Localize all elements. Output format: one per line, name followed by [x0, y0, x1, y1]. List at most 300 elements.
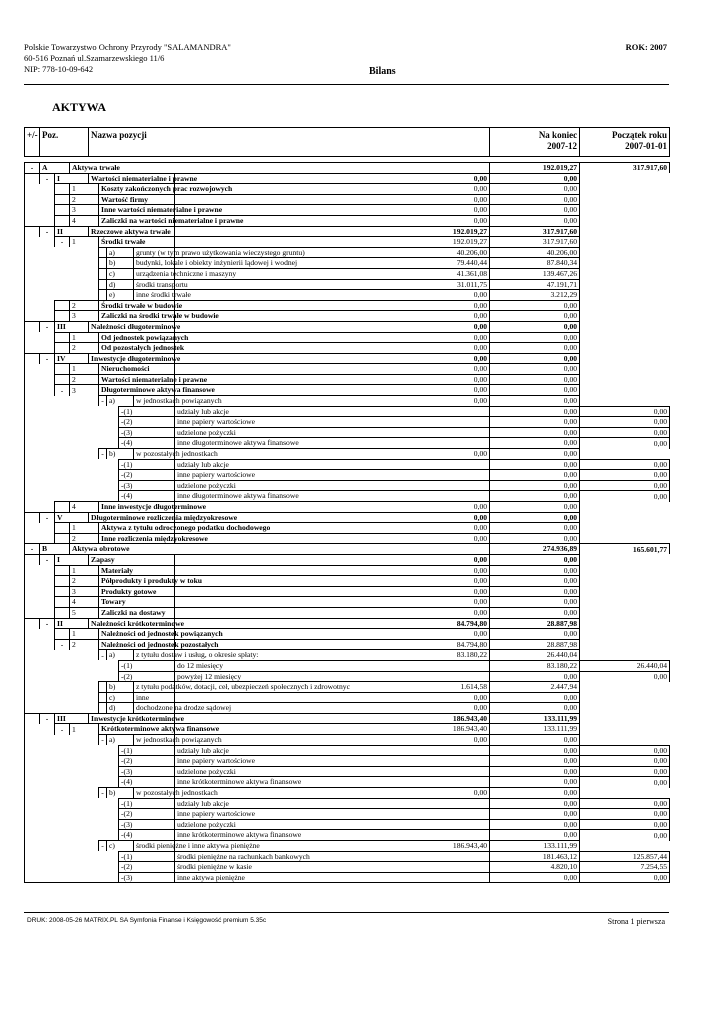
row-name: Długoterminowe aktywa finansowe — [99, 385, 175, 396]
row-name: udziały lub akcje — [175, 745, 490, 756]
table-row — [25, 798, 670, 809]
col-header-name: Nazwa pozycji — [89, 128, 490, 157]
row-name: udzielone pożyczki — [175, 766, 490, 777]
row-code: 1 — [70, 184, 99, 195]
table-row — [25, 586, 670, 597]
row-name: z tytułu dostaw i usług, o okresie spłaty: — [134, 650, 175, 661]
row-code: 3 — [70, 385, 99, 396]
row-name: Materiały — [99, 565, 175, 576]
table-row — [25, 777, 670, 788]
row-value-start: 0,00 — [580, 671, 670, 682]
row-code: III — [55, 713, 89, 724]
row-value-start: 0,00 — [580, 798, 670, 809]
table-row — [25, 396, 670, 407]
row-value-end: 0,00 — [490, 671, 580, 682]
row-name: Od jednostek powiązanych — [99, 332, 175, 343]
row-name: w jednostkach powiązanych — [134, 735, 175, 746]
row-value-start: 0,00 — [490, 311, 580, 322]
row-code: -(1) — [119, 745, 175, 756]
row-value-end: 0,00 — [490, 809, 580, 820]
table-row — [25, 756, 670, 767]
table-row — [25, 226, 670, 237]
row-marker: - — [40, 512, 55, 523]
table-row — [25, 417, 670, 428]
row-value-start: 0,00 — [490, 703, 580, 714]
table-row — [25, 565, 670, 576]
row-code: 1 — [70, 565, 99, 576]
row-marker: - — [99, 650, 107, 661]
table-row — [25, 427, 670, 438]
section-title: AKTYWA — [52, 100, 107, 114]
row-value-start: 0,00 — [490, 692, 580, 703]
row-value-start: 7.254,55 — [580, 862, 670, 873]
row-value-start: 0,00 — [580, 756, 670, 767]
row-code: -(1) — [119, 660, 175, 671]
row-value-end: 83.180,22 — [490, 660, 580, 671]
col-header-end: Na koniec 2007-12 — [490, 128, 580, 157]
row-value-start: 0,00 — [490, 565, 580, 576]
row-marker — [55, 533, 70, 544]
row-code: -(3) — [119, 480, 175, 491]
row-code: d) — [107, 703, 134, 714]
row-name: budynki, lokale i obiekty inżynierii lądowej i wodnej — [134, 258, 175, 269]
row-value-end: 83.180,22 — [175, 650, 490, 661]
table-row — [25, 480, 670, 491]
document-title: Bilans — [369, 66, 396, 77]
row-marker: - — [25, 163, 40, 174]
row-marker — [55, 205, 70, 216]
row-marker: - — [40, 173, 55, 184]
row-code: 1 — [70, 724, 99, 735]
row-value-end: 0,00 — [490, 777, 580, 788]
row-code: 1 — [70, 629, 99, 640]
row-name: Należności długoterminowe — [89, 321, 175, 332]
table-row — [25, 660, 670, 671]
table-row — [25, 650, 670, 661]
row-value-start: 3.212,29 — [490, 290, 580, 301]
table-row — [25, 841, 670, 852]
row-value-end: 181.463,12 — [490, 851, 580, 862]
row-name: dochodzone na drodze sądowej — [134, 703, 175, 714]
table-row — [25, 449, 670, 460]
table-row — [25, 671, 670, 682]
row-value-start: 0,00 — [490, 205, 580, 216]
row-name: Zaliczki na dostawy — [99, 607, 175, 618]
row-name: środki pieniężne i inne aktywa pieniężne — [134, 841, 175, 852]
row-marker — [99, 682, 107, 693]
row-marker — [99, 703, 107, 714]
table-row — [25, 311, 670, 322]
table-row — [25, 470, 670, 481]
row-code: -(3) — [119, 819, 175, 830]
row-code: b) — [107, 258, 134, 269]
footer-divider — [24, 912, 669, 913]
row-value-end: 0,00 — [175, 554, 490, 565]
table-row — [25, 353, 670, 364]
row-value-end: 0,00 — [175, 215, 490, 226]
table-row — [25, 523, 670, 534]
row-code: B — [40, 544, 70, 555]
row-name: Inne inwestycje długoterminowe — [99, 502, 175, 513]
row-name: inne papiery wartościowe — [175, 756, 490, 767]
row-value-start: 0,00 — [490, 343, 580, 354]
row-marker — [55, 502, 70, 513]
row-value-end: 186.943,40 — [175, 713, 490, 724]
row-value-start: 0,00 — [580, 459, 670, 470]
row-marker: - — [99, 841, 107, 852]
row-value-end: 0,00 — [490, 798, 580, 809]
row-name: inne aktywa pieniężne — [175, 872, 490, 883]
row-value-start: 40.206,00 — [490, 247, 580, 258]
row-code: 3 — [70, 311, 99, 322]
table-row — [25, 735, 670, 746]
table-row — [25, 629, 670, 640]
table-row — [25, 163, 670, 174]
row-value-end: 0,00 — [175, 692, 490, 703]
row-marker: - — [55, 385, 70, 396]
row-code: b) — [107, 788, 134, 799]
row-name: inne — [134, 692, 175, 703]
row-value-end: 4.820,10 — [490, 862, 580, 873]
row-value-end: 0,00 — [175, 353, 490, 364]
row-value-end: 0,00 — [490, 459, 580, 470]
row-name: Towary — [99, 597, 175, 608]
row-value-start: 125.857,44 — [580, 851, 670, 862]
row-value-end: 0,00 — [175, 311, 490, 322]
row-value-end: 0,00 — [175, 565, 490, 576]
row-name: Inwestycje długoterminowe — [89, 353, 175, 364]
row-value-end: 41.361,08 — [175, 268, 490, 279]
row-code: a) — [107, 650, 134, 661]
row-code: 5 — [70, 607, 99, 618]
row-value-end: 0,00 — [490, 491, 580, 502]
row-marker: - — [55, 237, 70, 248]
row-code: -(4) — [119, 491, 175, 502]
row-value-end: 0,00 — [490, 766, 580, 777]
row-code: -(2) — [119, 756, 175, 767]
row-code: II — [55, 226, 89, 237]
row-name: Od pozostałych jednostek — [99, 343, 175, 354]
table-row — [25, 788, 670, 799]
row-value-start: 0,00 — [490, 374, 580, 385]
row-code: IV — [55, 353, 89, 364]
table-row — [25, 533, 670, 544]
col-header-sign: +/- — [25, 128, 40, 157]
row-value-start: 0,00 — [490, 396, 580, 407]
table-row — [25, 862, 670, 873]
row-value-end: 0,00 — [175, 364, 490, 375]
page-number: Strona 1 pierwsza — [607, 917, 665, 926]
row-value-end: 1.614,58 — [175, 682, 490, 693]
row-value-end: 0,00 — [490, 417, 580, 428]
row-name: grunty (w tym prawo użytkowania wieczystego gruntu) — [134, 247, 175, 258]
row-value-start: 0,00 — [580, 438, 670, 449]
row-name: udzielone pożyczki — [175, 480, 490, 491]
row-name: inne długoterminowe aktywa finansowe — [175, 438, 490, 449]
row-value-end: 0,00 — [175, 290, 490, 301]
table-row — [25, 343, 670, 354]
row-code: 2 — [70, 639, 99, 650]
table-row — [25, 682, 670, 693]
row-value-end: 0,00 — [175, 512, 490, 523]
row-code: 2 — [70, 576, 99, 587]
row-marker — [99, 290, 107, 301]
row-value-end: 0,00 — [490, 480, 580, 491]
row-name: inne środki trwałe — [134, 290, 175, 301]
row-value-end: 186.943,40 — [175, 724, 490, 735]
table-row — [25, 184, 670, 195]
row-code: 4 — [70, 597, 99, 608]
row-value-end: 0,00 — [490, 438, 580, 449]
row-value-start: 139.467,26 — [490, 268, 580, 279]
row-name: Rzeczowe aktywa trwałe — [89, 226, 175, 237]
row-code: 1 — [70, 237, 99, 248]
row-value-end: 79.440,44 — [175, 258, 490, 269]
row-name: udziały lub akcje — [175, 406, 490, 417]
row-value-end: 0,00 — [175, 173, 490, 184]
row-value-end: 0,00 — [175, 184, 490, 195]
table-row — [25, 332, 670, 343]
year-label: ROK: 2007 — [625, 42, 667, 52]
row-name: Nieruchomości — [99, 364, 175, 375]
row-value-start: 0,00 — [490, 184, 580, 195]
header-divider — [24, 84, 669, 85]
row-value-end: 186.943,40 — [175, 841, 490, 852]
table-row — [25, 830, 670, 841]
table-row — [25, 459, 670, 470]
row-name: Półprodukty i produkty w toku — [99, 576, 175, 587]
row-value-end: 0,00 — [175, 343, 490, 354]
row-value-end: 0,00 — [175, 300, 490, 311]
row-value-start: 0,00 — [490, 194, 580, 205]
row-name: środki transportu — [134, 279, 175, 290]
row-value-start: 0,00 — [580, 470, 670, 481]
table-row — [25, 173, 670, 184]
row-name: inne papiery wartościowe — [175, 809, 490, 820]
row-marker — [55, 364, 70, 375]
row-name: Należności od jednostek pozostałych — [99, 639, 175, 650]
table-row — [25, 237, 670, 248]
row-value-start: 0,00 — [580, 745, 670, 756]
table-row — [25, 385, 670, 396]
row-name: Zapasy — [89, 554, 175, 565]
row-code: -(3) — [119, 766, 175, 777]
row-value-start: 0,00 — [490, 523, 580, 534]
row-code: 2 — [70, 533, 99, 544]
table-row — [25, 809, 670, 820]
row-value-end: 0,00 — [175, 385, 490, 396]
table-row — [25, 872, 670, 883]
table-row — [25, 194, 670, 205]
row-value-start: 0,00 — [490, 321, 580, 332]
row-value-end: 0,00 — [175, 502, 490, 513]
organization-info — [24, 42, 231, 75]
row-value-start: 165.601,77 — [580, 544, 670, 555]
table-row — [25, 247, 670, 258]
row-name: urządzenia techniczne i maszyny — [134, 268, 175, 279]
table-row — [25, 406, 670, 417]
row-code: d) — [107, 279, 134, 290]
row-value-end: 0,00 — [490, 427, 580, 438]
row-code: e) — [107, 290, 134, 301]
row-name: Aktywa z tytułu odroczonego podatku dochodowego — [99, 523, 175, 534]
org-nip: NIP: 778-10-09-642 — [24, 64, 94, 74]
row-marker — [55, 215, 70, 226]
row-name: Produkty gotowe — [99, 586, 175, 597]
row-name: inne papiery wartościowe — [175, 417, 490, 428]
row-value-end: 0,00 — [175, 205, 490, 216]
row-value-start: 28.887,98 — [490, 618, 580, 629]
row-code: b) — [107, 682, 134, 693]
row-value-start: 0,00 — [580, 819, 670, 830]
table-row — [25, 819, 670, 830]
row-marker — [55, 311, 70, 322]
row-value-start: 0,00 — [580, 830, 670, 841]
row-value-end: 31.011,75 — [175, 279, 490, 290]
row-marker: - — [25, 544, 40, 555]
row-marker: - — [55, 724, 70, 735]
row-value-start: 0,00 — [490, 215, 580, 226]
row-marker: - — [40, 226, 55, 237]
row-value-start: 0,00 — [490, 554, 580, 565]
row-code: I — [55, 173, 89, 184]
row-code: c) — [107, 841, 134, 852]
row-value-end: 0,00 — [175, 735, 490, 746]
table-row — [25, 502, 670, 513]
row-name: środki pieniężne w kasie — [175, 862, 490, 873]
table-row — [25, 607, 670, 618]
row-value-start: 28.887,98 — [490, 639, 580, 650]
row-value-end: 274.936,89 — [490, 544, 580, 555]
table-row — [25, 215, 670, 226]
row-value-start: 0,00 — [580, 809, 670, 820]
row-code: c) — [107, 268, 134, 279]
table-row — [25, 724, 670, 735]
row-value-start: 0,00 — [490, 586, 580, 597]
row-value-end: 0,00 — [175, 523, 490, 534]
row-name: Długoterminowe rozliczenia międzyokresowe — [89, 512, 175, 523]
row-value-end: 0,00 — [175, 607, 490, 618]
table-row — [25, 258, 670, 269]
row-marker: - — [40, 353, 55, 364]
row-marker — [55, 184, 70, 195]
row-name: inne długoterminowe aktywa finansowe — [175, 491, 490, 502]
row-value-start: 0,00 — [490, 173, 580, 184]
row-value-end: 0,00 — [175, 194, 490, 205]
row-code: b) — [107, 449, 134, 460]
row-value-end: 0,00 — [175, 449, 490, 460]
row-name: udzielone pożyczki — [175, 427, 490, 438]
row-value-end: 0,00 — [175, 586, 490, 597]
row-value-start: 0,00 — [580, 766, 670, 777]
row-name: Inwestycje krótkoterminowe — [89, 713, 175, 724]
row-name: powyżej 12 miesięcy — [175, 671, 490, 682]
row-marker — [99, 279, 107, 290]
row-name: Należności od jednostek powiązanych — [99, 629, 175, 640]
row-name: inne krótkoterminowe aktywa finansowe — [175, 830, 490, 841]
table-row — [25, 851, 670, 862]
row-code: 1 — [70, 523, 99, 534]
table-row — [25, 544, 670, 555]
org-address: 60-516 Poznań ul.Szamarzewskiego 11/6 — [24, 53, 165, 63]
row-name: udziały lub akcje — [175, 459, 490, 470]
table-row — [25, 268, 670, 279]
row-name: udziały lub akcje — [175, 798, 490, 809]
row-value-end: 0,00 — [175, 332, 490, 343]
row-code: -(2) — [119, 671, 175, 682]
table-row — [25, 618, 670, 629]
row-name: środki pieniężne na rachunkach bankowych — [175, 851, 490, 862]
row-code: -(3) — [119, 872, 175, 883]
row-code: a) — [107, 396, 134, 407]
row-name: Krótkoterminowe aktywa finansowe — [99, 724, 175, 735]
row-value-end: 84.794,80 — [175, 618, 490, 629]
row-marker: - — [99, 449, 107, 460]
row-value-end: 0,00 — [490, 819, 580, 830]
row-marker — [55, 629, 70, 640]
row-code: 2 — [70, 300, 99, 311]
row-value-start: 0,00 — [490, 512, 580, 523]
table-row — [25, 364, 670, 375]
row-name: Aktywa obrotowe — [70, 544, 490, 555]
row-code: -(1) — [119, 798, 175, 809]
table-row — [25, 597, 670, 608]
row-value-start: 0,00 — [490, 735, 580, 746]
table-row — [25, 576, 670, 587]
row-marker: - — [40, 618, 55, 629]
row-value-start: 0,00 — [490, 385, 580, 396]
table-row — [25, 374, 670, 385]
row-marker — [55, 576, 70, 587]
row-code: -(1) — [119, 851, 175, 862]
row-name: udzielone pożyczki — [175, 819, 490, 830]
row-code: -(4) — [119, 830, 175, 841]
row-code: A — [40, 163, 70, 174]
row-marker — [55, 343, 70, 354]
row-name: inne papiery wartościowe — [175, 470, 490, 481]
row-name: Środki trwałe — [99, 237, 175, 248]
row-code: 1 — [70, 364, 99, 375]
row-value-start: 0,00 — [490, 597, 580, 608]
row-name: z tytułu podatków, dotacji, ceł, ubezpieczeń społecznych i zdrowotnyc — [134, 682, 175, 693]
row-value-start: 0,00 — [490, 300, 580, 311]
row-code: 2 — [70, 194, 99, 205]
row-value-end: 0,00 — [490, 830, 580, 841]
row-name: w pozostałych jednostkach — [134, 449, 175, 460]
row-code: -(2) — [119, 862, 175, 873]
row-value-end: 0,00 — [490, 406, 580, 417]
row-marker: - — [40, 713, 55, 724]
row-marker: - — [55, 639, 70, 650]
table-row — [25, 639, 670, 650]
row-name: Wartość firmy — [99, 194, 175, 205]
row-name: w pozostałych jednostkach — [134, 788, 175, 799]
row-marker — [99, 258, 107, 269]
row-code: a) — [107, 735, 134, 746]
row-value-start: 0,00 — [580, 406, 670, 417]
row-value-end: 0,00 — [175, 396, 490, 407]
row-value-end: 0,00 — [175, 321, 490, 332]
row-marker — [55, 332, 70, 343]
table-row — [25, 491, 670, 502]
row-marker: - — [40, 321, 55, 332]
row-value-end: 192.019,27 — [490, 163, 580, 174]
row-code: -(2) — [119, 809, 175, 820]
org-name: Polskie Towarzystwo Ochrony Przyrody "SALAMANDRA" — [24, 42, 231, 52]
row-value-end: 84.794,80 — [175, 639, 490, 650]
row-code: -(4) — [119, 438, 175, 449]
row-value-end: 0,00 — [175, 629, 490, 640]
